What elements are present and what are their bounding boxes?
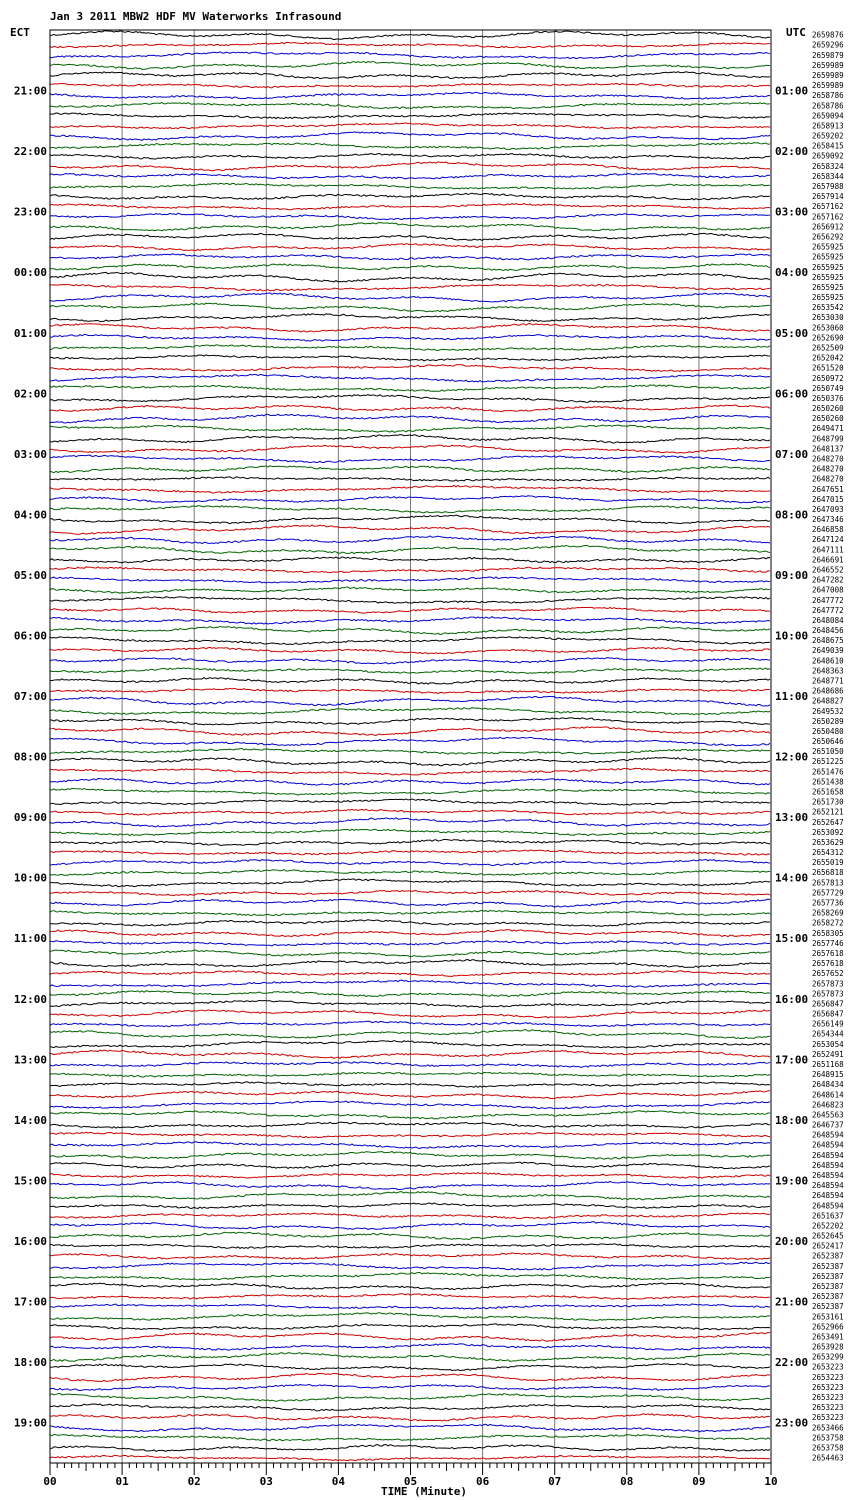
trace-count-label: 2658269 [812, 908, 844, 918]
trace-count-label: 2648270 [812, 454, 844, 464]
left-hour-label: 10:00 [13, 871, 47, 885]
trace-count-label: 2652690 [812, 333, 844, 343]
x-tick-label: 04 [331, 1475, 346, 1488]
trace-count-label: 2659094 [812, 111, 844, 121]
trace-count-label: 2653928 [812, 1342, 844, 1352]
trace-count-label: 2648799 [812, 434, 844, 444]
right-hour-label: 01:00 [775, 84, 809, 98]
trace-count-label: 2650480 [812, 726, 844, 736]
trace-count-label: 2653161 [812, 1312, 844, 1322]
trace-count-label: 2659296 [812, 40, 844, 50]
trace-count-label: 2650646 [812, 737, 844, 747]
trace-count-label: 2657618 [812, 948, 844, 958]
left-hour-label: 12:00 [13, 992, 47, 1006]
trace-count-label: 2658786 [812, 101, 844, 111]
x-tick-label: 03 [259, 1475, 273, 1488]
right-hour-label: 17:00 [775, 1053, 809, 1067]
trace-count-label: 2647093 [812, 504, 844, 514]
trace-count-label: 2648614 [812, 1090, 844, 1100]
trace-count-label: 2648827 [812, 696, 844, 706]
trace-count-label: 2648594 [812, 1130, 844, 1140]
trace-count-label: 2652966 [812, 1322, 844, 1332]
right-hour-label: 12:00 [775, 750, 809, 764]
trace-count-label: 2648270 [812, 464, 844, 474]
right-hour-label: 07:00 [775, 447, 809, 461]
trace-count-label: 2648610 [812, 656, 844, 666]
left-hour-label: 08:00 [13, 750, 47, 764]
trace-count-label: 2652387 [812, 1261, 844, 1271]
right-hour-label: 23:00 [775, 1416, 809, 1430]
trace-count-label: 2647124 [812, 535, 844, 545]
trace-count-label: 2648363 [812, 666, 844, 676]
trace-count-label: 2658344 [812, 171, 844, 181]
right-hour-label: 19:00 [775, 1174, 809, 1188]
trace-count-label: 2653092 [812, 827, 844, 837]
left-hour-label: 23:00 [13, 205, 47, 219]
trace-count-label: 2652387 [812, 1251, 844, 1261]
trace-count-label: 2646823 [812, 1100, 844, 1110]
trace-count-label: 2656149 [812, 1019, 844, 1029]
left-hour-label: 22:00 [13, 145, 47, 159]
left-hour-label: 14:00 [13, 1113, 47, 1127]
trace-count-label: 2659876 [812, 30, 844, 40]
left-hour-labels [14, 85, 47, 1430]
right-hour-label: 10:00 [775, 629, 809, 643]
left-hour-label: 01:00 [13, 326, 47, 340]
trace-count-label: 2651168 [812, 1059, 844, 1069]
trace-count-label: 2652121 [812, 807, 844, 817]
left-hour-label: 19:00 [13, 1416, 47, 1430]
left-hour-label: 16:00 [13, 1234, 47, 1248]
trace-count-label: 2649532 [812, 706, 844, 716]
trace-count-label: 2647651 [812, 484, 844, 494]
x-tick-label: 08 [620, 1475, 634, 1488]
right-hour-label: 06:00 [775, 387, 809, 401]
left-hour-label: 04:00 [13, 508, 47, 522]
right-hour-label: 05:00 [775, 326, 809, 340]
trace-count-label: 2647346 [812, 515, 844, 525]
trace-count-label: 2653223 [812, 1362, 844, 1372]
trace-count-label: 2652387 [812, 1282, 844, 1291]
trace-count-label: 2650289 [812, 716, 844, 726]
trace-count-label: 2648594 [812, 1140, 844, 1150]
trace-count-label: 2659989 [812, 81, 844, 91]
trace-count-label: 2653223 [812, 1393, 844, 1402]
trace-count-label: 2651438 [812, 777, 844, 787]
trace-count-label: 2652387 [812, 1292, 844, 1302]
trace-count-label: 2647772 [812, 605, 844, 615]
trace-count-label: 2658786 [812, 91, 844, 101]
trace-count-label: 2646858 [812, 525, 844, 535]
left-hour-label: 05:00 [13, 568, 47, 582]
trace-count-label: 2646552 [812, 565, 844, 575]
trace-count-label: 2656847 [812, 999, 844, 1009]
trace-count-label: 2653223 [812, 1413, 844, 1423]
trace-count-label: 2645563 [812, 1110, 844, 1120]
right-hour-label: 20:00 [775, 1234, 809, 1248]
trace-count-label: 2647008 [812, 585, 844, 595]
trace-count-label: 2647111 [812, 545, 844, 555]
trace-count-label: 2648771 [812, 676, 844, 686]
x-tick-label: 00 [43, 1475, 57, 1488]
trace-count-label: 2652491 [812, 1049, 844, 1059]
trace-count-label: 2648594 [812, 1150, 844, 1160]
trace-count-label: 2657813 [812, 878, 844, 888]
trace-count-label: 2655925 [812, 293, 844, 303]
trace-count-label: 2648594 [812, 1201, 844, 1211]
left-hour-label: 21:00 [13, 84, 47, 98]
left-hour-label: 17:00 [13, 1295, 47, 1309]
trace-count-label: 2655019 [812, 858, 844, 868]
trace-count-label: 2657873 [812, 989, 844, 999]
trace-count-label: 2655925 [812, 242, 844, 252]
trace-count-label: 2658415 [812, 141, 844, 151]
trace-count-label: 2655925 [812, 272, 844, 282]
x-tick-label: 01 [115, 1475, 129, 1488]
trace-count-label: 2658305 [812, 928, 844, 938]
left-hour-label: 15:00 [13, 1174, 47, 1188]
trace-count-label: 2650260 [812, 404, 844, 414]
trace-count-label: 2657746 [812, 938, 844, 948]
left-hour-label: 13:00 [13, 1053, 47, 1067]
trace-count-label: 2659092 [812, 151, 844, 161]
trace-count-label: 2657652 [812, 969, 844, 979]
trace-count-label: 2657914 [812, 192, 844, 202]
trace-count-label: 2658272 [812, 918, 844, 928]
trace-count-label: 2659989 [812, 71, 844, 81]
left-hour-label: 00:00 [13, 266, 47, 280]
trace-count-label: 2646691 [812, 555, 844, 565]
x-axis-label: TIME (Minute) [380, 1485, 468, 1498]
trace-count-label: 2653629 [812, 837, 844, 847]
trace-count-label: 2648915 [812, 1070, 844, 1080]
left-hour-label: 07:00 [13, 690, 47, 704]
left-hour-label: 11:00 [13, 932, 47, 946]
trace-count-labels [812, 31, 844, 1463]
trace-count-label: 2652202 [812, 1221, 844, 1231]
right-hour-label: 15:00 [775, 932, 809, 946]
x-tick-label: 09 [692, 1475, 706, 1488]
right-hour-label: 09:00 [775, 568, 809, 582]
trace-count-label: 2651637 [812, 1211, 844, 1221]
x-tick-label: 02 [187, 1475, 201, 1488]
trace-count-label: 2647282 [812, 575, 844, 585]
right-hour-label: 04:00 [775, 266, 809, 280]
trace-count-label: 2650749 [812, 383, 844, 393]
x-tick-label: 06 [475, 1475, 490, 1488]
trace-count-label: 2653223 [812, 1382, 844, 1392]
x-tick-label: 05 [403, 1475, 418, 1488]
trace-count-label: 2654463 [812, 1453, 844, 1463]
trace-count-label: 2657873 [812, 979, 844, 989]
trace-count-label: 2648137 [812, 444, 844, 454]
trace-count-label: 2652509 [812, 343, 844, 353]
trace-count-label: 2653030 [812, 313, 844, 323]
trace-count-label: 2653054 [812, 1039, 844, 1049]
trace-count-label: 2648686 [812, 686, 844, 696]
right-hour-label: 22:00 [775, 1356, 809, 1370]
trace-count-label: 2651520 [812, 363, 844, 373]
trace-count-label: 2648594 [812, 1191, 844, 1201]
trace-count-label: 2653758 [812, 1443, 844, 1453]
trace-count-label: 2658324 [812, 161, 844, 171]
x-tick-label: 10 [764, 1475, 778, 1488]
left-hour-label: 06:00 [13, 629, 47, 643]
right-hour-label: 08:00 [775, 508, 809, 522]
left-timezone-label: ECT [10, 26, 30, 39]
trace-count-label: 2652042 [812, 353, 844, 363]
trace-count-label: 2648084 [812, 615, 844, 625]
trace-count-label: 2657736 [812, 898, 844, 908]
trace-count-label: 2648594 [812, 1160, 844, 1170]
trace-count-label: 2650260 [812, 414, 844, 424]
trace-count-label: 2648594 [812, 1181, 844, 1191]
left-hour-label: 18:00 [13, 1356, 47, 1370]
trace-count-label: 2657162 [812, 202, 844, 212]
right-hour-label: 03:00 [775, 205, 809, 219]
trace-count-label: 2647772 [812, 595, 844, 605]
trace-count-label: 2646737 [812, 1120, 844, 1130]
trace-count-label: 2655925 [812, 282, 844, 292]
trace-count-label: 2651730 [812, 797, 844, 807]
trace-count-label: 2657729 [812, 888, 844, 898]
right-hour-label: 02:00 [775, 145, 809, 159]
trace-count-label: 2648456 [812, 626, 844, 636]
trace-count-label: 2653542 [812, 303, 844, 313]
trace-count-label: 2659202 [812, 131, 844, 141]
trace-count-label: 2651658 [812, 787, 844, 797]
trace-count-label: 2651225 [812, 757, 844, 767]
trace-count-label: 2656847 [812, 1009, 844, 1019]
trace-count-label: 2651050 [812, 747, 844, 757]
trace-count-label: 2657988 [812, 182, 844, 192]
trace-count-label: 2648675 [812, 636, 844, 646]
trace-count-label: 2653299 [812, 1352, 844, 1362]
trace-count-label: 2649471 [812, 424, 844, 434]
trace-count-label: 2654344 [812, 1029, 844, 1039]
right-hour-label: 11:00 [775, 690, 809, 704]
trace-count-label: 2653466 [812, 1423, 844, 1433]
trace-count-label: 2652645 [812, 1231, 844, 1241]
trace-count-label: 2647015 [812, 494, 844, 504]
right-hour-label: 18:00 [775, 1113, 809, 1127]
trace-count-label: 2652387 [812, 1271, 844, 1281]
trace-count-label: 2654312 [812, 848, 844, 858]
trace-count-label: 2648594 [812, 1170, 844, 1180]
trace-count-label: 2656912 [812, 222, 844, 232]
trace-count-label: 2649039 [812, 646, 844, 656]
trace-count-label: 2658913 [812, 121, 844, 131]
trace-count-label: 2648270 [812, 474, 844, 484]
left-hour-label: 02:00 [13, 387, 47, 401]
trace-count-label: 2659879 [812, 50, 844, 60]
trace-count-label: 2653223 [812, 1403, 844, 1413]
x-tick-label: 07 [548, 1475, 562, 1488]
trace-count-label: 2652417 [812, 1241, 844, 1251]
trace-count-label: 2650972 [812, 373, 844, 383]
trace-count-label: 2657618 [812, 959, 844, 969]
trace-count-label: 2650376 [812, 393, 844, 403]
trace-count-label: 2653758 [812, 1433, 844, 1443]
trace-count-label: 2652647 [812, 817, 844, 827]
trace-count-label: 2652387 [812, 1302, 844, 1312]
left-hour-label: 03:00 [13, 447, 47, 461]
right-hour-label: 13:00 [775, 811, 809, 825]
trace-count-label: 2656292 [812, 232, 844, 242]
trace-count-label: 2648434 [812, 1080, 844, 1090]
chart-title: Jan 3 2011 MBW2 HDF MV Waterworks Infrasound [50, 10, 342, 23]
trace-count-label: 2659989 [812, 60, 844, 70]
right-hour-labels [775, 85, 808, 1430]
trace-count-label: 2655925 [812, 262, 844, 272]
trace-count-label: 2651476 [812, 767, 844, 777]
right-timezone-label: UTC [786, 26, 806, 39]
trace-count-label: 2653060 [812, 323, 844, 333]
trace-count-label: 2656818 [812, 868, 844, 878]
trace-count-label: 2653491 [812, 1332, 844, 1342]
trace-count-label: 2657162 [812, 212, 844, 222]
right-hour-label: 14:00 [775, 871, 809, 885]
trace-count-label: 2653223 [812, 1372, 844, 1382]
right-hour-label: 21:00 [775, 1295, 809, 1309]
right-hour-label: 16:00 [775, 992, 809, 1006]
left-hour-label: 09:00 [13, 811, 47, 825]
trace-count-label: 2655925 [812, 252, 844, 262]
